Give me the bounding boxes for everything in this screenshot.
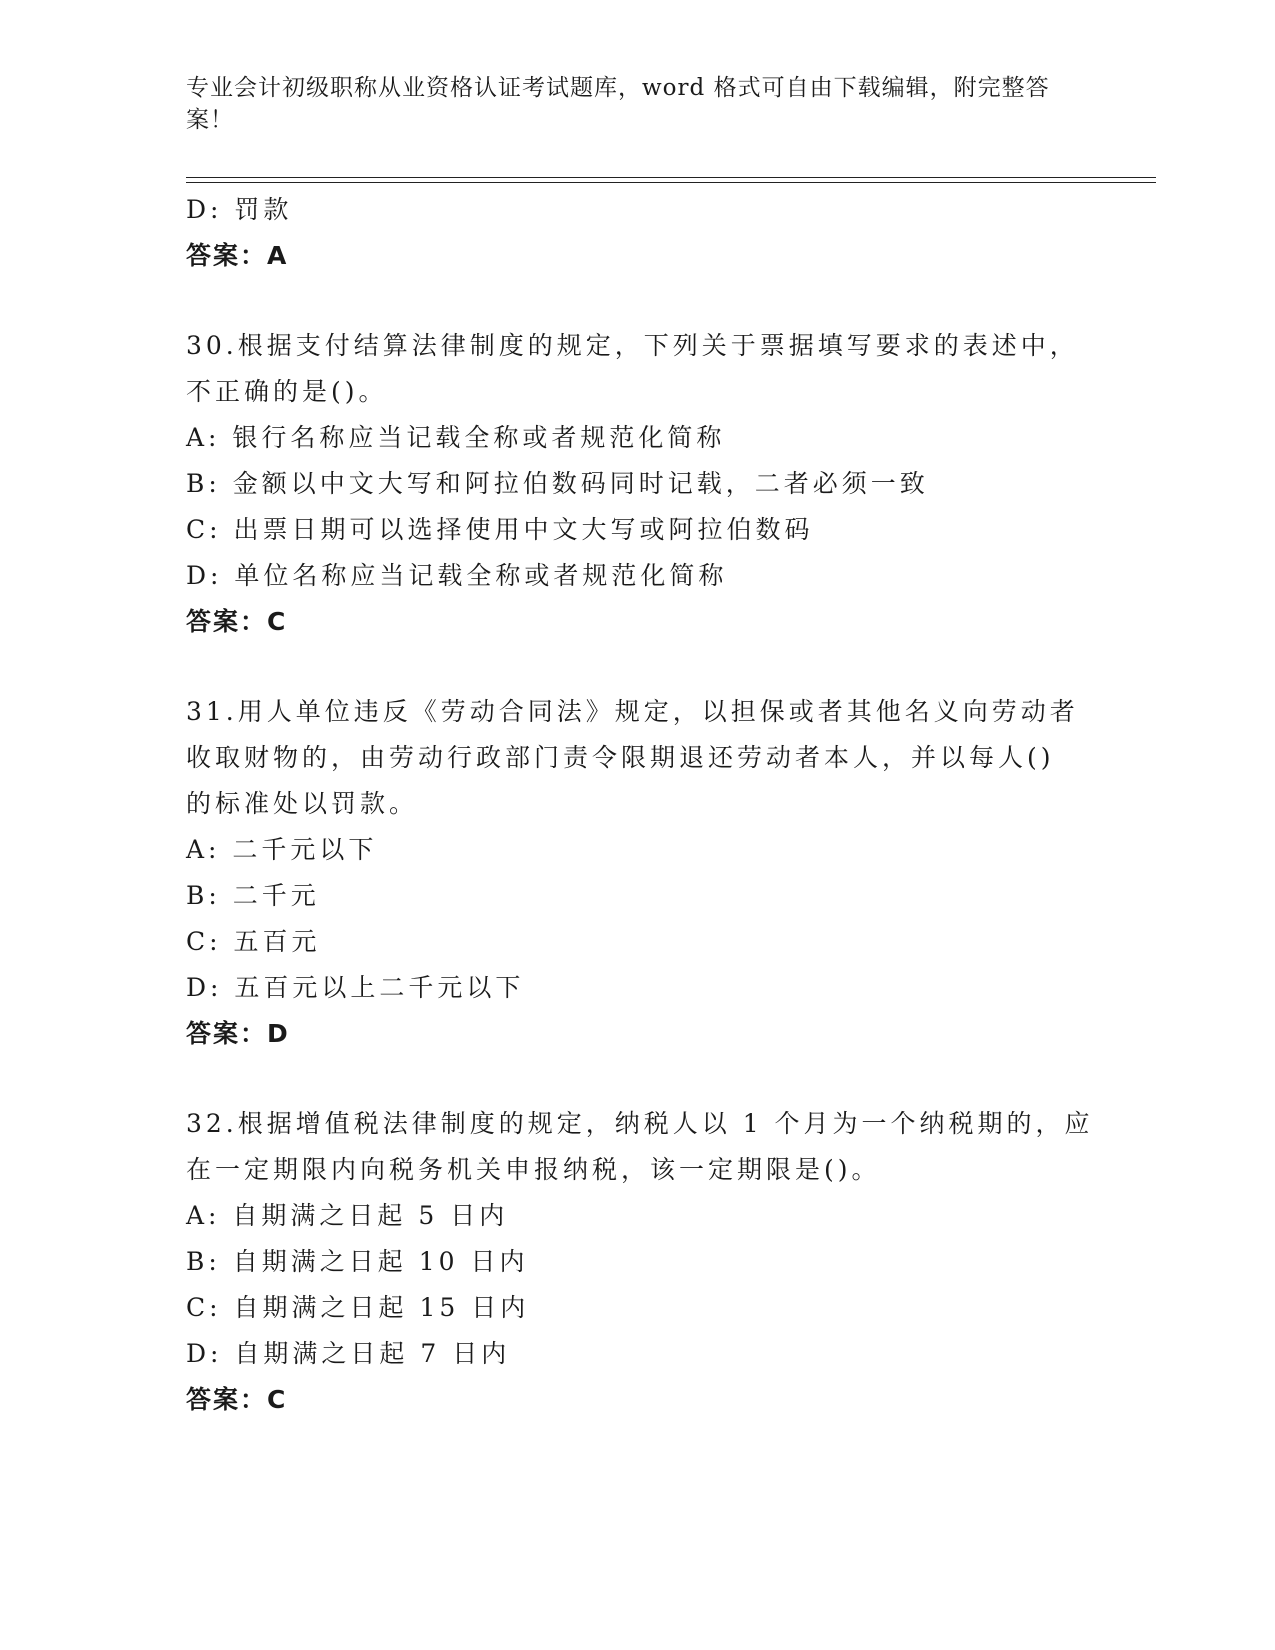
answer-line: 答案：A	[186, 241, 289, 270]
option-d: D: 单位名称应当记载全称或者规范化简称	[186, 561, 728, 590]
option-c: C: 自期满之日起 15 日内	[186, 1293, 530, 1322]
document-header: 专业会计初级职称从业资格认证考试题库，word 格式可自由下载编辑，附完整答案！	[186, 75, 1050, 133]
question-stem-line: 收取财物的，由劳动行政部门责令限期退还劳动者本人，并以每人()	[186, 743, 1055, 772]
option-a: A: 二千元以下	[186, 835, 378, 864]
option-c: C: 出票日期可以选择使用中文大写或阿拉伯数码	[186, 515, 814, 544]
option-a: A: 自期满之日起 5 日内	[186, 1201, 509, 1230]
option-d: D: 自期满之日起 7 日内	[186, 1339, 511, 1368]
question-32	[186, 1101, 1094, 1423]
option-b: B: 金额以中文大写和阿拉伯数码同时记载，二者必须一致	[186, 469, 929, 498]
question-stem-line: 32.根据增值税法律制度的规定，纳税人以 1 个月为一个纳税期的，应	[186, 1109, 1094, 1138]
question-stem-line: 不正确的是()。	[186, 377, 388, 406]
header-divider-bottom	[186, 182, 1156, 183]
option-b: B: 二千元	[186, 881, 320, 910]
header-divider-top	[186, 177, 1156, 178]
question-stem-line: 31.用人单位违反《劳动合同法》规定，以担保或者其他名义向劳动者	[186, 697, 1079, 726]
question-content	[186, 187, 1094, 1423]
answer-line: 答案：C	[186, 607, 288, 636]
answer-line: 答案：D	[186, 1019, 290, 1048]
question-30	[186, 323, 1086, 645]
answer-line: 答案：C	[186, 1385, 288, 1414]
question-stem-line: 在一定期限内向税务机关申报纳税，该一定期限是()。	[186, 1155, 881, 1184]
option-b: B: 自期满之日起 10 日内	[186, 1247, 529, 1276]
option-d: D: 罚款	[186, 195, 293, 224]
question-31	[186, 689, 1086, 1057]
option-c: C: 五百元	[186, 927, 321, 956]
option-a: A: 银行名称应当记载全称或者规范化简称	[186, 423, 726, 452]
option-d: D: 五百元以上二千元以下	[186, 973, 525, 1002]
question-stem-line: 30.根据支付结算法律制度的规定，下列关于票据填写要求的表述中，	[186, 331, 1079, 360]
question-stem-line: 的标准处以罚款。	[186, 789, 419, 818]
